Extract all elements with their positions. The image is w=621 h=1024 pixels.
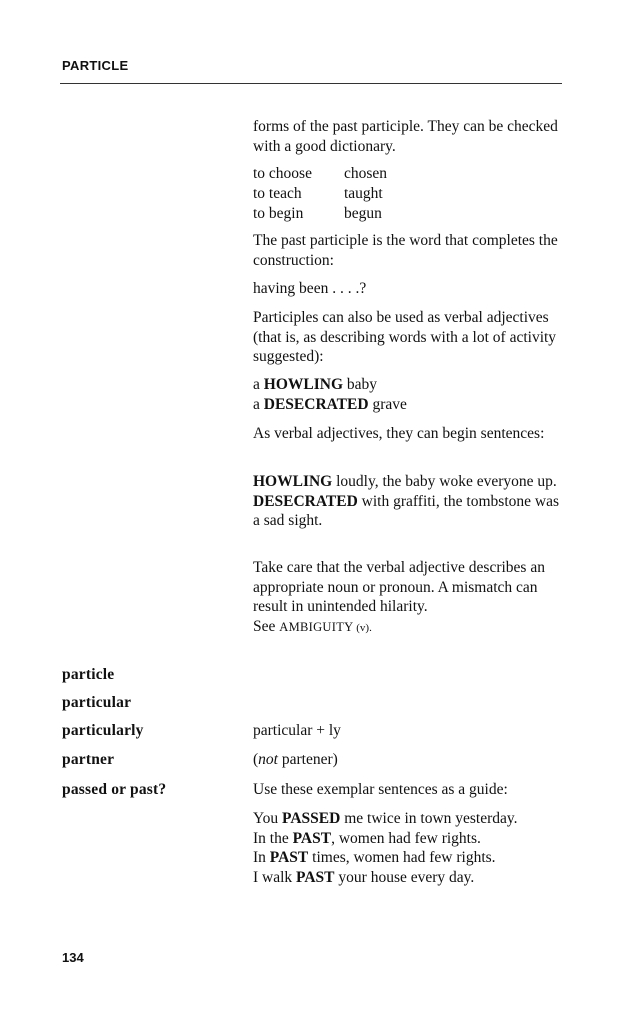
usage-example: You PASSED me twice in town yesterday.: [253, 810, 518, 827]
usage-example: In PAST times, women had few rights.: [253, 849, 496, 866]
see-reference: See AMBIGUITY (v).: [253, 617, 372, 635]
headword-partner: partner: [62, 751, 115, 768]
headword-particular: particular: [62, 694, 132, 711]
sentence-example: HOWLING loudly, the baby woke everyone up.: [253, 473, 557, 490]
headword-particularly: particularly: [62, 722, 144, 739]
construction-example: having been . . . .?: [253, 280, 367, 297]
usage-example: I walk PAST your house every day.: [253, 868, 475, 886]
example-pair: to teach taught: [253, 185, 383, 202]
headword-passed-or-past: passed or past?: [62, 781, 167, 798]
sentence-examples: [253, 472, 563, 531]
page-number: 134: [62, 950, 84, 965]
particularly-definition: particular + ly: [253, 722, 341, 739]
adjective-example: a HOWLING baby: [253, 376, 378, 393]
cross-reference-link[interactable]: AMBIGUITY: [279, 619, 354, 634]
begin-sentences-paragraph: As verbal adjectives, they can begin sentences:: [253, 425, 545, 442]
example-pair: to choose chosen: [253, 165, 388, 182]
adjective-example: a DESECRATED grave: [253, 395, 407, 413]
passed-or-past-intro: Use these exemplar sentences as a guide:: [253, 781, 508, 798]
sentence-example: DESECRATED with graffiti, the tombstone was a sad sight.: [253, 492, 559, 529]
running-head: PARTICLE: [62, 58, 129, 73]
adjective-examples: [253, 375, 563, 414]
usage-example: In the PAST, women had few rights.: [253, 829, 481, 847]
take-care-paragraph: Take care that the verbal adjective describes an appropriate noun or pronoun. A mismatch can result in unintended hilarity. See AMBIGUITY (v).: [253, 558, 563, 638]
partner-definition: (not partener): [253, 751, 338, 768]
passed-or-past-examples: [253, 809, 563, 887]
headword-particle: particle: [62, 666, 115, 683]
example-pair: to begin begun: [253, 205, 382, 222]
construction-paragraph: The past participle is the word that completes the construction:: [253, 232, 558, 269]
verbal-adjectives-paragraph: Participles can also be used as verbal adjectives (that is, as describing words with a lot of activity suggested):: [253, 309, 557, 365]
intro-paragraph: forms of the past participle. They can be checked with a good dictionary.: [253, 118, 558, 155]
participle-examples: [253, 164, 387, 224]
header-rule: [60, 83, 562, 84]
